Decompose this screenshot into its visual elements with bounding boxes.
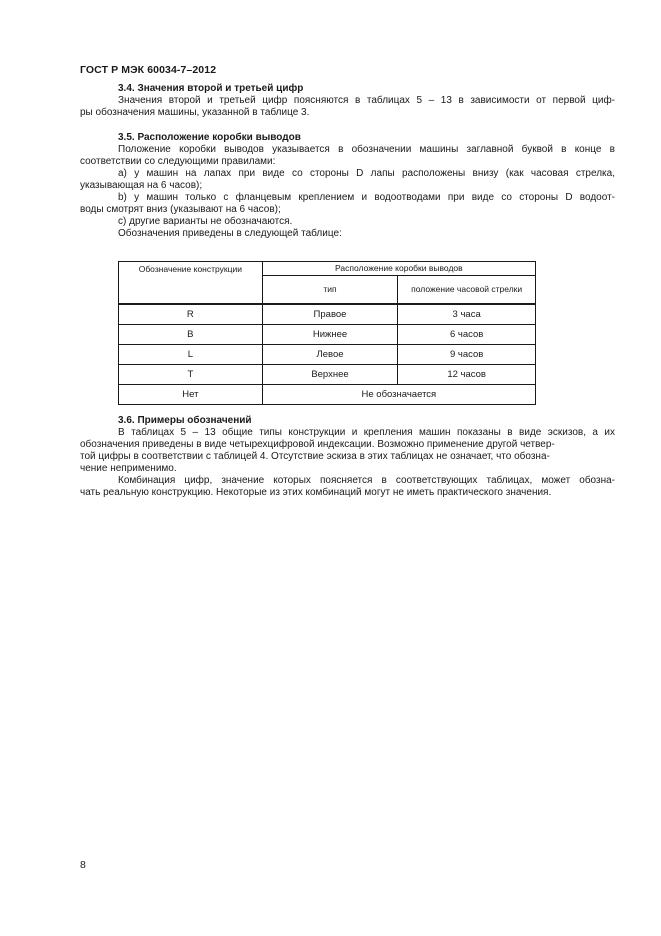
- paragraph-line: c) другие варианты не обозначаются.: [118, 216, 293, 227]
- table-row: [119, 304, 536, 325]
- section-heading: 3.6. Примеры обозначений: [118, 415, 252, 426]
- cell-code: T: [119, 365, 263, 385]
- cell-type: Нижнее: [262, 325, 398, 345]
- cell-clock: 3 часа: [398, 304, 536, 325]
- cell-code: L: [119, 345, 263, 365]
- cell-clock: 6 часов: [398, 325, 536, 345]
- section-3-6: [80, 415, 615, 499]
- section-heading: 3.4. Значения второй и третьей цифр: [118, 83, 304, 94]
- cell-clock: 9 часов: [398, 345, 536, 365]
- header-terminal-box-position: Расположение коробки выводов: [262, 262, 535, 276]
- header-designation: Обозначение конструкции: [119, 262, 263, 305]
- section-heading: 3.5. Расположение коробки выводов: [118, 132, 301, 143]
- paragraph-line: Положение коробки выводов указывается в обозначении машины заглавной буквой в конце в: [118, 144, 615, 155]
- table-row: [119, 345, 536, 365]
- page-number: 8: [80, 859, 86, 871]
- table-row: [119, 365, 536, 385]
- cell-type: Правое: [262, 304, 398, 325]
- paragraph-line: соответствии со следующими правилами:: [80, 156, 276, 167]
- terminal-box-table: [118, 261, 536, 405]
- paragraph-line: ры обозначения машины, указанной в таблице 3.: [80, 107, 310, 118]
- header-clock-position: положение часовой стрелки: [398, 276, 536, 305]
- cell-clock: 12 часов: [398, 365, 536, 385]
- cell-code: Нет: [119, 385, 263, 405]
- paragraph-line: a) у машин на лапах при виде со стороны D лапы расположены внизу (как часовая стрелка,: [118, 168, 615, 179]
- paragraph-line: указывающая на 6 часов);: [80, 180, 203, 191]
- paragraph-line: В таблицах 5 – 13 общие типы конструкции и крепления машин показаны в виде эскизов, а их: [118, 427, 615, 438]
- paragraph-line: чение неприменимо.: [80, 463, 177, 474]
- cell-not-designated: Не обозначается: [262, 385, 535, 405]
- paragraph-line: Значения второй и третьей цифр поясняются в таблицах 5 – 13 в зависимости от первой циф-: [118, 95, 615, 106]
- paragraph-line: воды смотрят вниз (указывают на 6 часов);: [80, 204, 281, 215]
- section-3-4: [80, 83, 615, 119]
- paragraph-line: той цифры в соответствии с таблицей 4. Отсутствие эскиза в этих таблицах не означает, что обозна-: [80, 451, 550, 462]
- cell-code: R: [119, 304, 263, 325]
- paragraph-line: Комбинация цифр, значение которых поясняется в соответствующих таблицах, может обозна-: [118, 475, 615, 486]
- paragraph-line: b) у машин только с фланцевым креплением и водоотводами при виде со стороны D водоот-: [118, 192, 615, 203]
- section-3-5: [80, 132, 615, 240]
- paragraph-line: обозначения приведены в виде четырехцифровой индексации. Возможно применение другой четвер-: [80, 439, 555, 450]
- cell-type: Левое: [262, 345, 398, 365]
- table-row: [119, 325, 536, 345]
- document-code: ГОСТ Р МЭК 60034-7–2012: [80, 64, 217, 76]
- paragraph-line: Обозначения приведены в следующей таблице:: [118, 228, 342, 239]
- cell-type: Верхнее: [262, 365, 398, 385]
- paragraph-line: чать реальную конструкцию. Некоторые из этих комбинаций могут не иметь практического значения.: [80, 487, 552, 498]
- header-type: тип: [262, 276, 398, 305]
- cell-code: B: [119, 325, 263, 345]
- table-row: [119, 385, 536, 405]
